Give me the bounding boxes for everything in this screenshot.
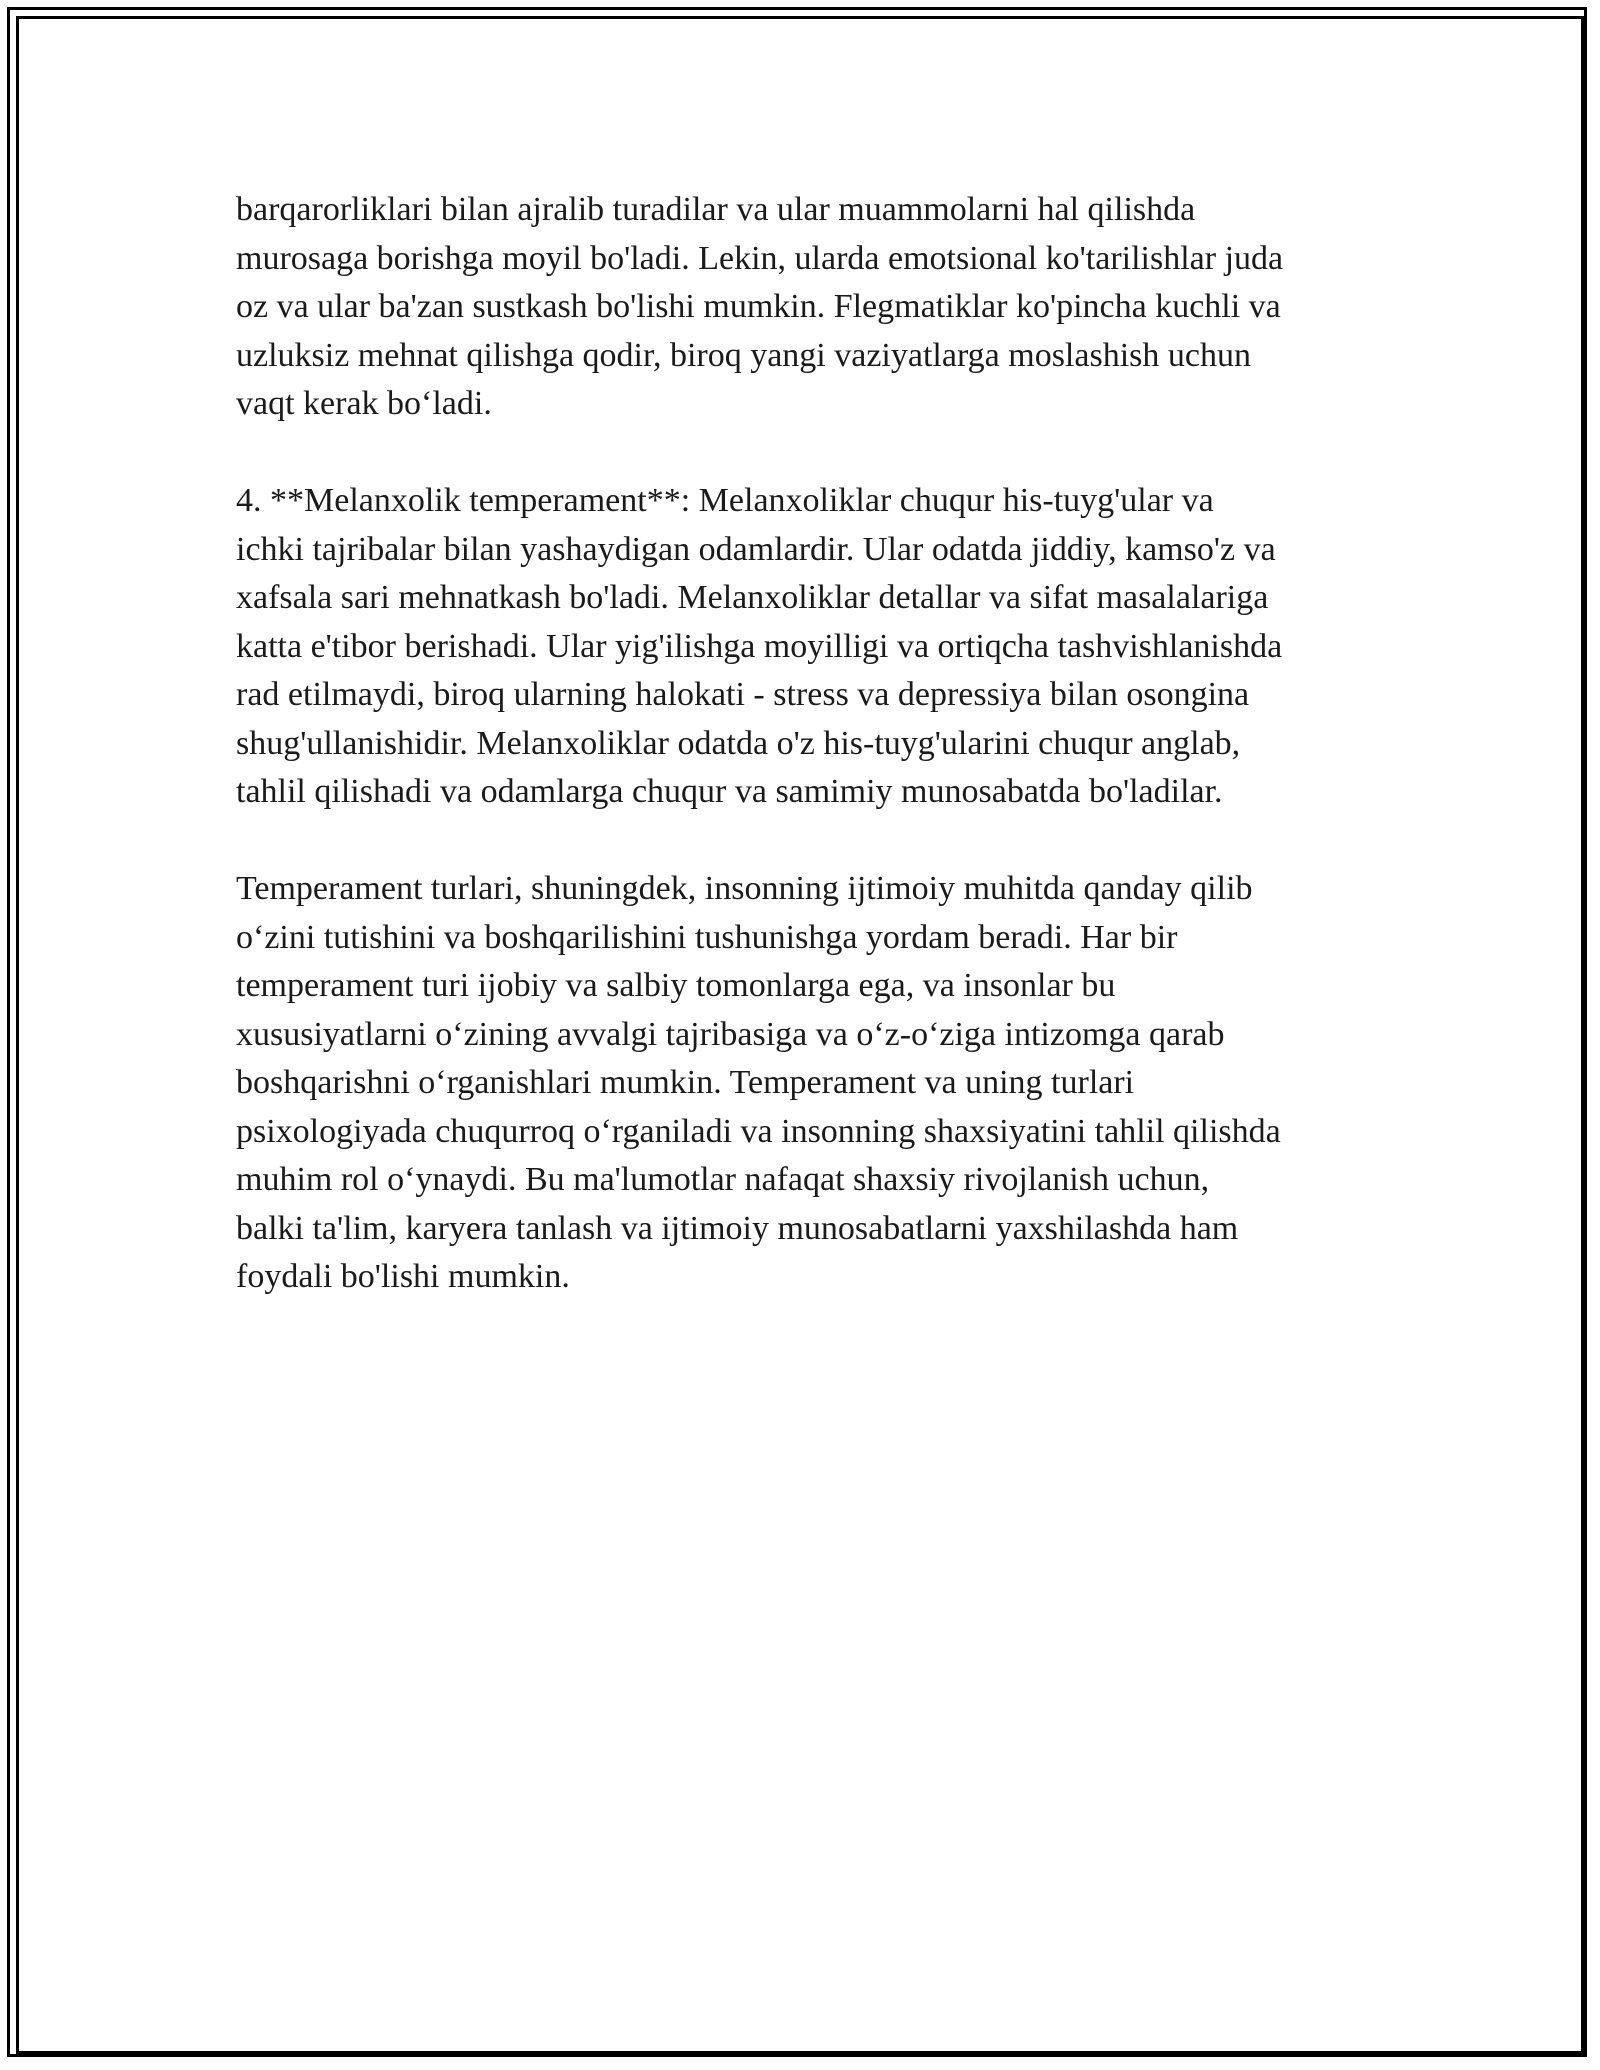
text-line: murosaga borishga moyil bo'ladi. Lekin, ularda emotsional ko'tarilishlar juda [236,239,1284,277]
text-line: balki ta'lim, karyera tanlash va ijtimoiy munosabatlarni yaxshilashda ham [236,1209,1239,1247]
text-line: barqarorliklari bilan ajralib turadilar va ular muammolarni hal qilishda [236,191,1196,228]
text-line: o‘zini tutishini va boshqarilishini tushunishga yordam beradi. Har bir [236,918,1178,956]
text-line: tahlil qilishadi va odamlarga chuqur va samimiy munosabatda bo'ladilar. [236,773,1223,810]
text-line: Temperament turlari, shuningdek, insonning ijtimoiy muhitda qanday qilib [236,870,1253,907]
text-line: katta e'tibor berishadi. Ular yig'ilishga moyilligi va ortiqcha tashvishlanishda [236,627,1283,665]
text-line: shug'ullanishidir. Melanxoliklar odatda o'z his-tuyg'ularini chuqur anglab, [236,724,1241,762]
text-line: oz va ular ba'zan sustkash bo'lishi mumkin. Flegmatiklar ko'pincha kuchli va [236,288,1281,325]
paragraph-temperament-conclusion [236,865,1396,1302]
text-line: foydali bo'lishi mumkin. [236,1258,570,1295]
paragraph-melanxolik [236,477,1396,817]
document-body [236,186,1396,1350]
text-line: vaqt kerak bo‘ladi. [236,385,492,422]
text-line: boshqarishni o‘rganishlari mumkin. Temperament va uning turlari [236,1064,1135,1101]
text-line: psixologiyada chuqurroq o‘rganiladi va insonning shaxsiyatini tahlil qilishda [236,1112,1281,1150]
text-line: uzluksiz mehnat qilishga qodir, biroq yangi vaziyatlarga moslashish uchun [236,336,1251,374]
text-line: xususiyatlarni o‘zining avvalgi tajribasiga va o‘z-o‘ziga intizomga qarab [236,1015,1225,1053]
text-line: ichki tajribalar bilan yashaydigan odamlardir. Ular odatda jiddiy, kamso'z va [236,530,1276,568]
paragraph-flegmatik-continuation [236,186,1396,429]
text-line: 4. **Melanxolik temperament**: Melanxoliklar chuqur his-tuyg'ular va [236,482,1214,519]
text-line: muhim rol o‘ynaydi. Bu ma'lumotlar nafaqat shaxsiy rivojlanish uchun, [236,1161,1210,1198]
text-line: rad etilmaydi, biroq ularning halokati - stress va depressiya bilan osongina [236,676,1250,713]
text-line: xafsala sari mehnatkash bo'ladi. Melanxoliklar detallar va sifat masalalariga [236,579,1269,616]
text-line: temperament turi ijobiy va salbiy tomonlarga ega, va insonlar bu [236,967,1116,1004]
